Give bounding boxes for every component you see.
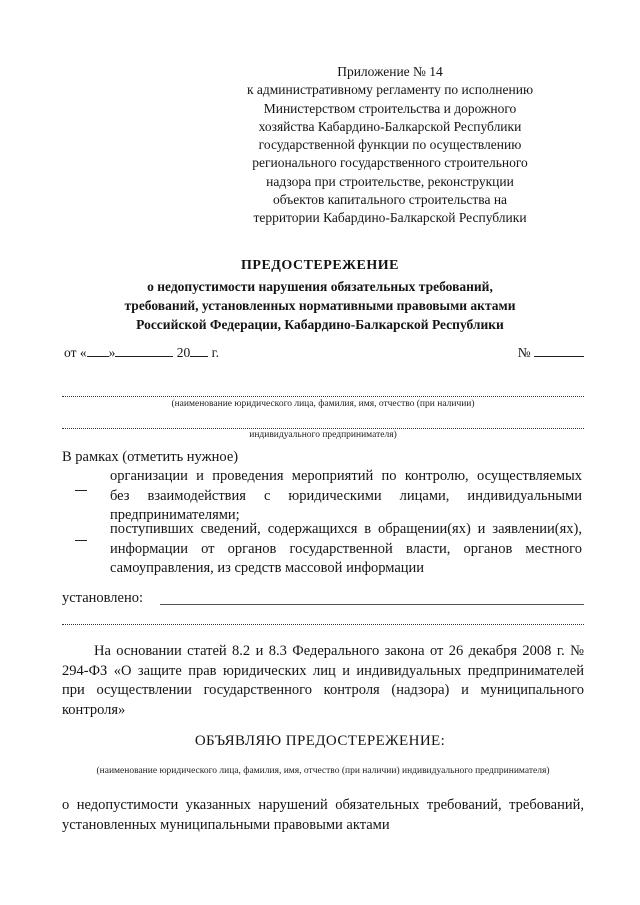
annex-line: к административному регламенту по исполнению (246, 82, 534, 98)
basis-line: контроля» (62, 701, 126, 718)
basis-line: при осуществлении государственного контроля (надзора) и муниципального (62, 682, 584, 698)
subtitle-line: требований, установленных нормативными правовыми актами (124, 298, 516, 313)
document-subtitle (60, 277, 580, 334)
scope-intro: В рамках (отметить нужное) (62, 449, 239, 465)
conclusion-paragraph (62, 796, 584, 835)
established-line[interactable] (160, 604, 584, 605)
basis-paragraph (62, 642, 584, 720)
annex-header (210, 63, 570, 228)
date-prefix: от « (64, 345, 87, 360)
annex-line: Приложение № 14 (337, 64, 443, 79)
annex-line: объектов капитального строительства на (272, 192, 508, 208)
option2-checkbox-dash[interactable] (75, 540, 87, 541)
scope-option-2 (110, 520, 582, 579)
date-year: 20 (176, 345, 191, 360)
annex-line: государственной функции по осуществлению (258, 137, 522, 153)
day-blank[interactable] (87, 344, 109, 357)
entity-name-line-2[interactable] (62, 428, 584, 429)
basis-line: 294-ФЗ «О защите прав юридических лиц и индивидуальных предпринимателей (62, 662, 584, 679)
annex-line: регионального государственного строительного (252, 155, 528, 171)
annex-line: территории Кабардино-Балкарской Республики (253, 210, 527, 226)
established-label: установлено: (62, 590, 144, 606)
option2-line: самоуправления, из средств массовой информации (110, 560, 425, 576)
number-field (518, 344, 584, 361)
entity-caption-1: (наименование юридического лица, фамилия, имя, отчество (при наличии) (171, 399, 475, 409)
annex-line: хозяйства Кабардино-Балкарской Республики (258, 118, 522, 134)
option1-line: предпринимателями; (110, 507, 240, 523)
entity-caption-2: индивидуального предпринимателя) (249, 430, 397, 440)
annex-line: надзора при строительстве, реконструкции (266, 173, 514, 189)
subtitle-line: о недопустимости нарушения обязательных требований, (147, 279, 493, 294)
entity-caption-full: (наименование юридического лица, фамилия, имя, отчество (при наличии) индивидуального предпринимателя) (96, 766, 550, 776)
annex-line: Министерством строительства и дорожного (263, 100, 517, 116)
subtitle-line: Российской Федерации, Кабардино-Балкарской Республики (136, 317, 504, 332)
number-label: № (517, 345, 531, 360)
number-blank[interactable] (534, 344, 584, 357)
conclusion-line: установленных муниципальными правовыми актами (62, 816, 390, 833)
date-number-line (64, 344, 584, 362)
date-field (64, 344, 219, 361)
entity-name-line[interactable] (62, 396, 584, 397)
month-blank[interactable] (115, 344, 173, 357)
date-mid: » (108, 345, 116, 360)
year-blank[interactable] (190, 344, 208, 357)
basis-line: На основании статей 8.2 и 8.3 Федерального закона от 26 декабря 2008 г. № (94, 643, 584, 659)
established-line-2[interactable] (62, 624, 584, 625)
date-suffix: г. (208, 345, 219, 360)
option1-line: организации и проведения мероприятий по контролю, осуществляемых (110, 468, 582, 484)
option1-line: без взаимодействия с юридическими лицами, индивидуальными (110, 487, 582, 504)
option2-line: поступивших сведений, содержащихся в обращении(ях) и заявлении(ях), (110, 521, 582, 537)
scope-option-1 (110, 467, 582, 526)
option2-line: информации от органов государственной власти, органов местного (110, 540, 582, 557)
conclusion-line: о недопустимости указанных нарушений обязательных требований, требований, (62, 797, 584, 813)
document-title: ПРЕДОСТЕРЕЖЕНИЕ (241, 258, 399, 273)
declare-heading: ОБЪЯВЛЯЮ ПРЕДОСТЕРЕЖЕНИЕ: (194, 733, 446, 749)
option1-checkbox-dash[interactable] (75, 490, 87, 491)
